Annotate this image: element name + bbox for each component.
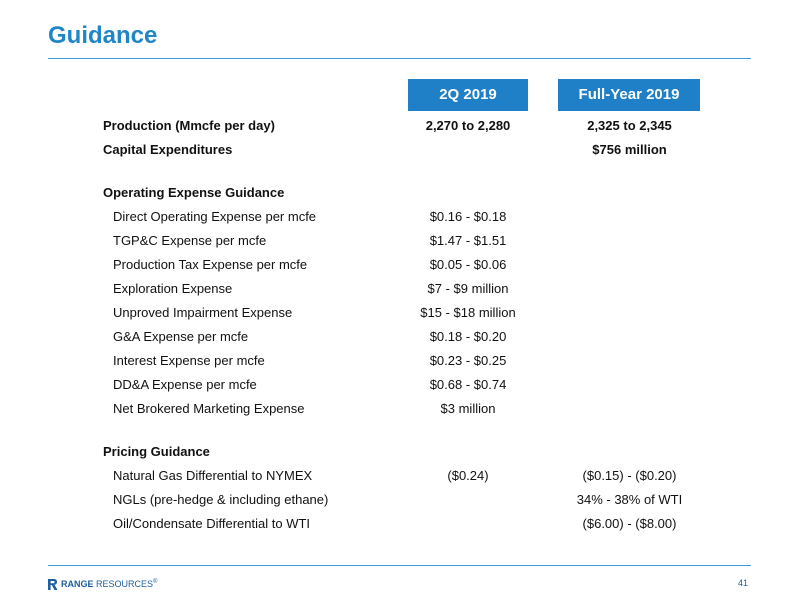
range-logo-icon <box>48 579 58 590</box>
table-row <box>0 279 800 299</box>
row-label: Natural Gas Differential to NYMEX <box>113 468 313 483</box>
value-2q: ($0.24) <box>447 468 489 483</box>
table-row <box>0 231 800 251</box>
row-label: Interest Expense per mcfe <box>113 353 265 368</box>
row-label: Net Brokered Marketing Expense <box>113 401 305 416</box>
table-row <box>0 466 800 486</box>
value-2q: $0.05 - $0.06 <box>429 257 507 272</box>
table-row <box>0 514 800 534</box>
value-full-year: 2,325 to 2,345 <box>587 118 672 133</box>
footer-divider <box>48 565 751 566</box>
value-full-year: 34% - 38% of WTI <box>576 492 683 507</box>
value-full-year: $756 million <box>592 142 667 157</box>
section-heading <box>0 442 800 462</box>
table-row <box>0 140 800 160</box>
row-label: Operating Expense Guidance <box>103 185 285 200</box>
value-2q: $0.16 - $0.18 <box>429 209 507 224</box>
table-row <box>0 351 800 371</box>
value-2q: $0.23 - $0.25 <box>429 353 507 368</box>
page-number: 41 <box>737 578 748 588</box>
row-label: Capital Expenditures <box>103 142 233 157</box>
table-row <box>0 375 800 395</box>
table-row <box>0 303 800 323</box>
row-label: Direct Operating Expense per mcfe <box>113 209 317 224</box>
logo-wordmark: RANGE RESOURCES® <box>61 579 158 589</box>
section-heading <box>0 183 800 203</box>
value-2q: $7 - $9 million <box>427 281 509 296</box>
page-title: Guidance <box>48 22 158 49</box>
row-label: Production (Mmcfe per day) <box>103 118 275 133</box>
row-label: Production Tax Expense per mcfe <box>113 257 308 272</box>
value-2q: $0.18 - $0.20 <box>429 329 507 344</box>
value-2q: 2,270 to 2,280 <box>425 118 511 133</box>
value-2q: $3 million <box>440 401 496 416</box>
row-label: G&A Expense per mcfe <box>113 329 249 344</box>
table-row <box>0 116 800 136</box>
row-label: Pricing Guidance <box>103 444 210 459</box>
table-row <box>0 327 800 347</box>
table-row <box>0 399 800 419</box>
table-row <box>0 207 800 227</box>
value-2q: $1.47 - $1.51 <box>429 233 507 248</box>
value-full-year: ($0.15) - ($0.20) <box>582 468 677 483</box>
row-label: Oil/Condensate Differential to WTI <box>113 516 311 531</box>
value-2q: $15 - $18 million <box>420 305 516 320</box>
value-2q: $0.68 - $0.74 <box>429 377 507 392</box>
value-full-year: ($6.00) - ($8.00) <box>582 516 677 531</box>
table-row <box>0 490 800 510</box>
column-header-full-year-2019: Full-Year 2019 <box>558 79 700 111</box>
row-label: Unproved Impairment Expense <box>113 305 293 320</box>
company-logo <box>48 577 157 591</box>
column-header-2q-2019: 2Q 2019 <box>408 79 528 111</box>
row-label: TGP&C Expense per mcfe <box>113 233 267 248</box>
row-label: NGLs (pre-hedge & including ethane) <box>113 492 329 507</box>
row-label: DD&A Expense per mcfe <box>113 377 257 392</box>
row-label: Exploration Expense <box>113 281 233 296</box>
table-row <box>0 255 800 275</box>
